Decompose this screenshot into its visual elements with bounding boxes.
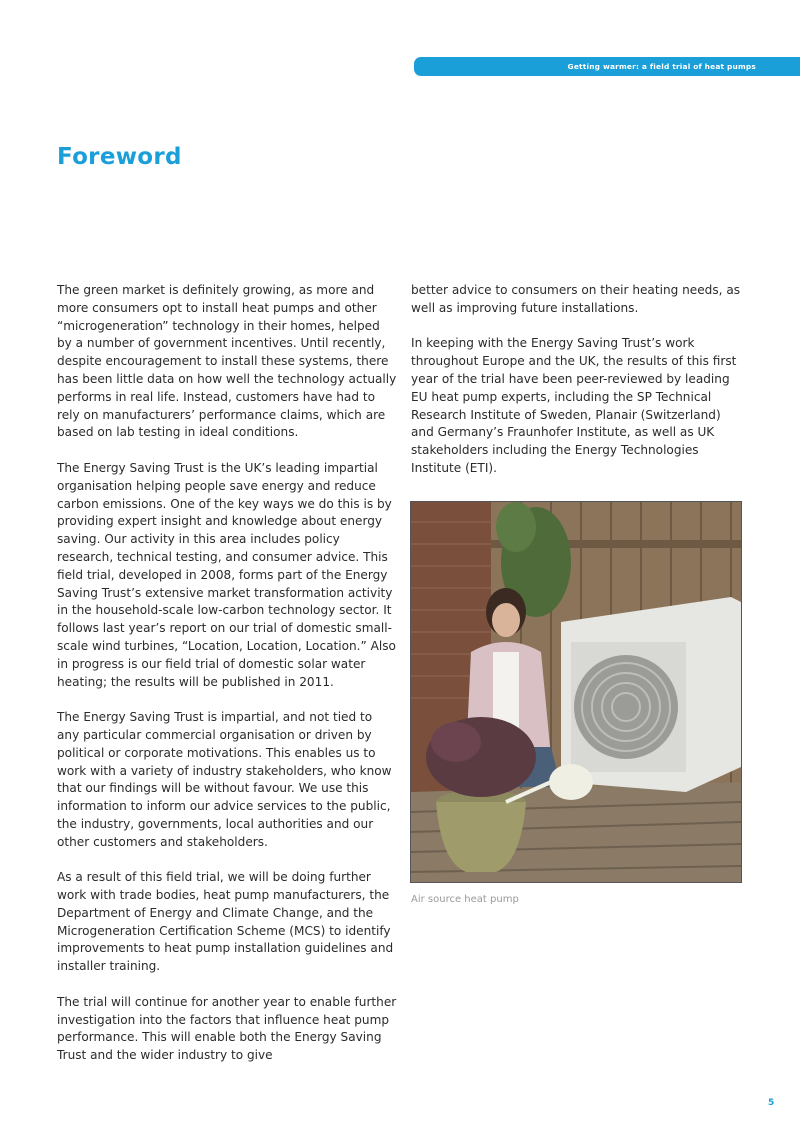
paragraph: The Energy Saving Trust is impartial, and not tied to any particular commercial organisation or driven by political or corporate motivations. This enables us to work with a variety of industry stakeholders, who know that our findings will be without favour. We use this information to inform our advice services to the public, the industry, governments, local authorities and our other customers and stakeholders. [57,710,392,849]
left-column [57,282,397,1083]
heat-pump-photo [410,501,742,883]
paragraph: The trial will continue for another year to enable further investigation into the factors that influence heat pump performance. This will enable both the Energy Saving Trust and the wider industry to give [57,994,397,1063]
paragraph: The green market is definitely growing, as more and more consumers opt to install heat pumps and other “microgeneration” technology in their homes, helped by a number of government incentives. Until recently, despite encouragement to install these systems, there has been little data on how well the technology actually performs in real life. Instead, customers have had to rely on manufacturers’ performance claims, which are based on lab testing in ideal conditions. [57,283,397,440]
running-header [414,57,800,76]
running-header-text: Getting warmer: a field trial of heat pumps [567,62,756,71]
paragraph: As a result of this field trial, we will be doing further work with trade bodies, heat pump manufacturers, the Department of Energy and Climate Change, and the Microgeneration Certification Scheme (MCS) to identify improvements to heat pump installation guidelines and installer training. [57,870,394,974]
paragraph: In keeping with the Energy Saving Trust’s work throughout Europe and the UK, the results of this first year of the trial have been peer-reviewed by leading EU heat pump experts, including the SP Technical Research Institute of Sweden, Planair (Switzerland) and Germany’s Fraunhofer Institute, as well as UK stakeholders including the Energy Technologies Institute (ETI). [411,336,737,475]
photo-illustration [411,502,741,882]
page-number: 5 [768,1098,775,1108]
right-column [411,282,747,496]
page-title: Foreword [57,144,182,170]
paragraph: better advice to consumers on their heating needs, as well as improving future installations. [411,283,741,315]
paragraph: The Energy Saving Trust is the UK’s leading impartial organisation helping people save energy and reduce carbon emissions. One of the key ways we do this is by providing expert insight and knowledge about energy saving. Our activity in this area includes policy research, technical testing, and consumer advice. This field trial, developed in 2008, forms part of the Energy Saving Trust’s extensive market transformation activity in the household-scale low-carbon technology sector. It follows last year’s report on our trial of domestic small-scale wind turbines, “Location, Location, Location.” Also in progress is our field trial of domestic solar water heating; the results will be published in 2011. [57,460,396,689]
figure-caption: Air source heat pump [411,894,519,905]
